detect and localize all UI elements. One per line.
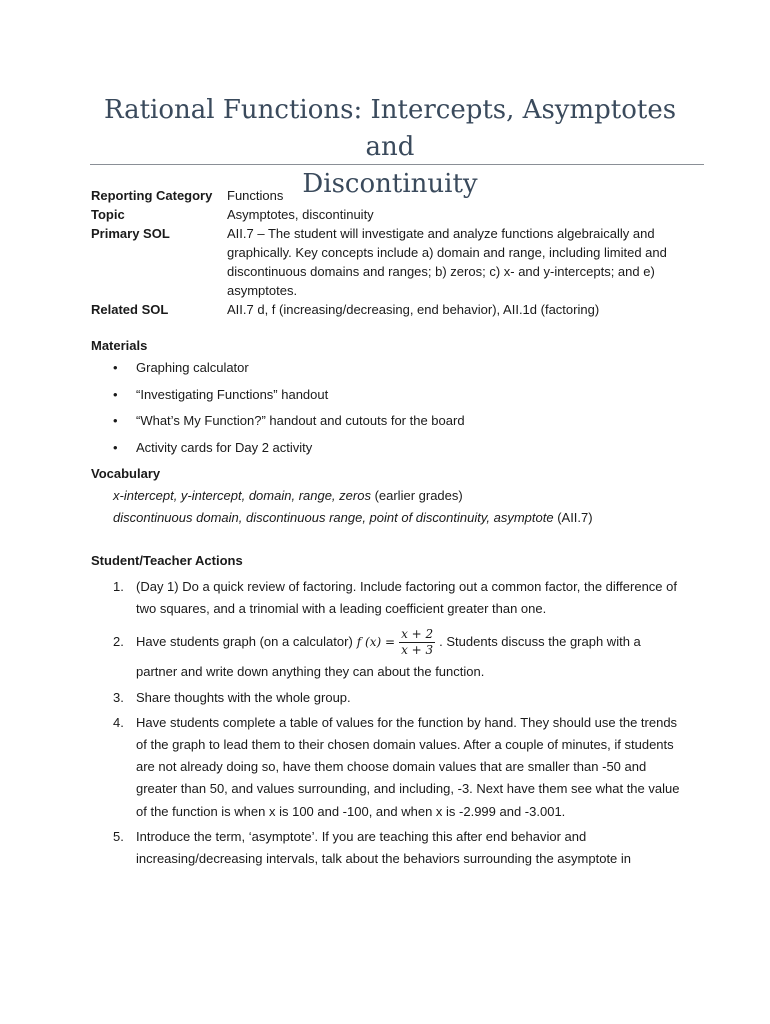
title-line-2: Discontinuity bbox=[302, 169, 478, 199]
material-text: Graphing calculator bbox=[136, 360, 249, 375]
info-label: Topic bbox=[91, 207, 125, 222]
item-number: 3. bbox=[113, 689, 124, 705]
material-text: “What’s My Function?” handout and cutouts for the board bbox=[136, 413, 465, 429]
vocabulary-terms: discontinuous domain, discontinuous range, point of discontinuity, asymptote bbox=[113, 510, 554, 525]
materials-list bbox=[91, 358, 691, 464]
info-row-related-sol bbox=[91, 300, 691, 319]
fraction bbox=[399, 627, 435, 658]
list-item bbox=[91, 623, 681, 683]
info-value: Asymptotes, discontinuity bbox=[227, 207, 374, 222]
info-row-topic bbox=[91, 205, 691, 224]
fraction-numerator: x + 2 bbox=[401, 627, 434, 642]
actions-heading: Student/Teacher Actions bbox=[91, 553, 243, 568]
fraction-denominator: x + 3 bbox=[401, 643, 434, 658]
materials-heading: Materials bbox=[91, 338, 148, 353]
list-item bbox=[91, 411, 691, 438]
bullet-icon: • bbox=[113, 413, 118, 429]
item-text: Have students complete a table of values for the function by hand. They should use the trends of the graph to lead them to their chosen domain values. After a couple of minutes, if students are not already doing so, have them choose domain values that are smaller than -50 and greater than 50, and values surrounding, and including, -3. Next have them see what the value of the function is when x is 100 and -100, and when x is -2.999 and -3.001. bbox=[136, 714, 680, 819]
list-item bbox=[91, 687, 681, 709]
vocabulary-line bbox=[113, 485, 693, 507]
item-text: . Students discuss the graph with a partner and write down anything they can about the function. bbox=[136, 634, 641, 680]
item-text: Have students graph (on a calculator) bbox=[136, 634, 353, 650]
vocabulary-note: (AII.7) bbox=[553, 510, 593, 525]
vocabulary-note: (earlier grades) bbox=[370, 488, 463, 503]
info-table bbox=[91, 186, 691, 319]
info-value: AII.7 – The student will investigate and analyze functions algebraically and graphically. Key concepts include a) domain and range, including limited and discontinuous domains and ranges; b) zeros; c) x- and y-intercepts; and e) asymptotes. bbox=[227, 226, 667, 298]
bullet-icon: • bbox=[113, 386, 118, 402]
vocabulary-list bbox=[113, 485, 693, 529]
item-text: Share thoughts with the whole group. bbox=[136, 689, 351, 705]
list-item bbox=[91, 438, 691, 465]
vocabulary-line bbox=[113, 507, 693, 529]
bullet-icon: • bbox=[113, 439, 118, 455]
list-item bbox=[91, 576, 681, 620]
list-item bbox=[91, 385, 691, 412]
function-label: f (x) = bbox=[356, 635, 396, 650]
title-divider bbox=[90, 164, 704, 165]
info-value: Functions bbox=[227, 188, 284, 203]
material-text: “Investigating Functions” handout bbox=[136, 386, 329, 402]
info-label: Related SOL bbox=[91, 302, 169, 317]
vocabulary-terms: x-intercept, y-intercept, domain, range, zeros bbox=[113, 488, 371, 503]
actions-list bbox=[91, 576, 681, 873]
item-text: (Day 1) Do a quick review of factoring. Include factoring out a common factor, the difference of two squares, and a trinomial with a leading coefficient greater than one. bbox=[136, 579, 677, 617]
vocabulary-heading: Vocabulary bbox=[91, 466, 161, 481]
info-row-primary-sol bbox=[91, 224, 691, 300]
item-number: 5. bbox=[113, 828, 124, 844]
info-value: AII.7 d, f (increasing/decreasing, end behavior), AII.1d (factoring) bbox=[227, 302, 600, 317]
title-line-1: Rational Functions: Intercepts, Asymptotes and bbox=[103, 95, 677, 162]
info-row-reporting-category bbox=[91, 186, 691, 205]
list-item bbox=[91, 712, 681, 823]
list-item bbox=[91, 826, 681, 870]
bullet-icon: • bbox=[113, 360, 118, 375]
material-text: Activity cards for Day 2 activity bbox=[136, 439, 313, 455]
item-number: 1. bbox=[113, 579, 124, 594]
item-number: 2. bbox=[113, 634, 124, 650]
list-item bbox=[91, 358, 691, 385]
item-number: 4. bbox=[113, 714, 124, 730]
item-text: Introduce the term, ‘asymptote’. If you are teaching this after end behavior and increasing/decreasing intervals, talk about the behaviors surrounding the asymptote in bbox=[136, 828, 632, 867]
info-label: Reporting Category bbox=[91, 188, 213, 203]
info-label: Primary SOL bbox=[91, 226, 170, 241]
